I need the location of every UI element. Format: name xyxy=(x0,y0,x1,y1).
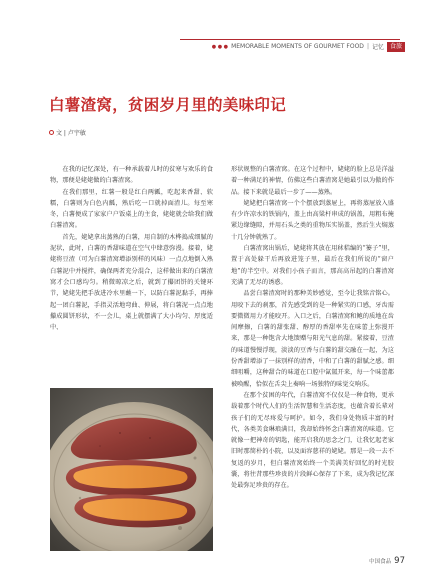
section-header xyxy=(212,41,405,52)
sweet-potato-photo xyxy=(50,388,213,551)
paragraph: 品尝白薯渣窝时的那种美妙感觉，至今让我铭音铭心。用咬下去的刹那，首先感受到的是一种紧实的口感，牙齿需要微微用力才能咬开。入口之后，白薯渣窝和鲍的质地在齿间摩擦，白薯的甜张甜、醇厚的香甜率先在味蕾上弥漫开来，那是一种饱含大地馈赠与阳光气息的甜。紧接着，豆渣的味道慢慢浮现，淡淡的豆香与白薯的甜交融在一起，为这份香甜增添了一抹别样的清香，中和了白薯的甜腻之感。细细咀嚼，这种甜合的味道在口腔中氤氲开来，每一个味蕾都被唤醒，恰似在舌尖上奏响一场独特的味觉交响乐。 xyxy=(231,290,394,388)
paragraph: 形状规整的白薯渣窝。在这个过程中，姥姥的脸上总是洋溢着一种满足的神情，仿佛这些白薯渣窝是她最引以为傲的作品。接下来就是最后一步了——蒸熟。 xyxy=(231,166,394,196)
paragraph: 姥姥把白薯渣窝一个个摆放到蒸屉上，再将蒸屉放入盛有少许凉水的铁锅内，盖上由高粱杆串成的锅盖，用粗布掩紧边缘缝隙，并用石头之类的重物压实锅盖，然后生火焖蒸十几分钟就熟了。 xyxy=(231,199,394,241)
header-rule xyxy=(180,39,400,40)
page-number: 97 xyxy=(394,556,405,566)
magazine-name: 中国食品 xyxy=(369,559,392,565)
header-dots: ● ● ● xyxy=(211,43,229,50)
article-column-left xyxy=(50,164,213,333)
section-title-cn: 记忆 xyxy=(371,44,384,51)
paragraph: 首先，姥姥拿出蒸熟的白薯，用自制的木桦捣成细腻的泥状，此时，白薯的香甜味道在空气中肆意弥漫。接着，姥姥将豆渣（可为白薯渣窝增添别样的风味）一点点地倒入熟白薯泥中并搅拌，确保两者充分混合，这样做出来的白薯渣窝才会口感均匀。稍微晾凉之后，就到了攥团饼的关键环节，姥姥先把手放进冷水里蘸一下，以防白薯泥黏手，再捧起一团白薯泥，手指灵活地弯曲、伸展，将白薯泥一点点地攥成圆饼形状，不一会儿，桌上就摆满了大小均匀、厚度适中、 xyxy=(50,233,213,332)
header-separator: | xyxy=(366,43,369,50)
paragraph: 在我们那里，红薯一般是红白两瓤，吃起来香甜、软糯，白薯则为白色内瓤，熟后吃一口就掉面渣儿。每至寒冬，白薯便成了家家户户饭桌上的主食，姥姥就会给我们做白薯渣窝。 xyxy=(50,188,213,230)
author-name: 文 | 卢宇敏 xyxy=(56,130,86,137)
article-title: 白薯渣窝，贫困岁月里的美味印记 xyxy=(49,96,287,114)
article-column-right xyxy=(231,164,394,492)
paragraph: 在我的记忆深处，有一种承载着儿时的贫寒与欢乐的食物，那便是姥姥做的白薯渣窝。 xyxy=(50,166,213,185)
article-byline xyxy=(49,128,86,137)
section-title-en: MEMORABLE MOMENTS OF GOURMET FOOD xyxy=(231,43,364,50)
paragraph: 白薯渣窝出锅后，姥姥将其放在用秫秸编的“篓子”里，置于高处躲干后再放进笼子里，最后在我们所说的“窗户地”的半空中。对我们小孩子而言，那高高吊起的白薯渣窝充满了无尽的诱惑。 xyxy=(231,245,394,286)
paragraph: 在那个贫困的年代，白薯渣窝不仅仅是一种食物，更承载着那个时代人们的生活智慧和生活态度，也蕴含着长辈对孩子们的无尽疼爱与呵护。如今，我们身处物质丰富的时代，各类美食琳琅满目，我却始终怀念白薯渣窝的味道。它就像一把神奇的钥匙，能开启我的思念之门，让我忆起老家旧时那简朴的小院，以及面容慈祥的姥姥。那是一段一去不复返的岁月，但白薯渣窝始终一个美满美好回忆的时光胶囊，将往昔那些珍贵的片段鲜心保存了下来，成为我记忆深处最弥足珍贵的存在。 xyxy=(231,391,394,490)
page-footer xyxy=(369,556,405,566)
section-badge: 食旅 xyxy=(387,42,405,52)
sweet-potato-image xyxy=(50,388,213,551)
byline-circle-icon xyxy=(49,130,54,135)
